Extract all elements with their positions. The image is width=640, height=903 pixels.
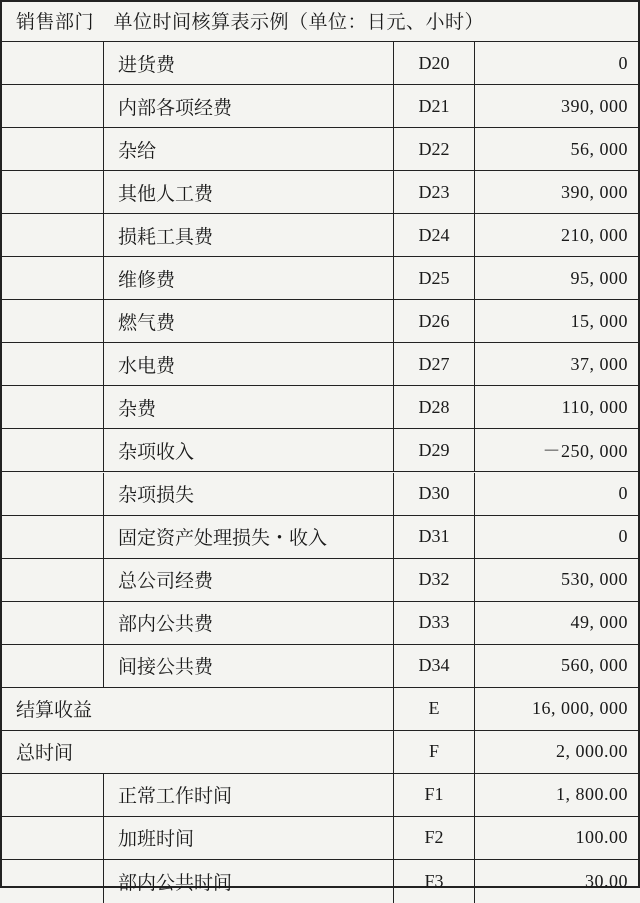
indent-cell — [2, 300, 103, 342]
row-label: 内部各项经费 — [103, 85, 393, 127]
row-value: 390, 000 — [474, 85, 638, 127]
row-code: D30 — [393, 473, 474, 515]
row-label: 正常工作时间 — [103, 774, 393, 816]
table-row — [2, 817, 638, 860]
row-label: 固定资产处理损失・收入 — [103, 516, 393, 558]
indent-cell — [2, 429, 103, 471]
indent-cell — [2, 645, 103, 687]
indent-cell — [2, 42, 103, 84]
row-label: 杂项收入 — [103, 429, 393, 471]
row-value: 210, 000 — [474, 214, 638, 256]
row-label: 部内公共费 — [103, 602, 393, 644]
row-value: 30.00 — [474, 860, 638, 903]
indent-cell — [2, 860, 103, 903]
row-code: D25 — [393, 257, 474, 299]
row-code: D28 — [393, 386, 474, 428]
row-code: E — [393, 688, 474, 730]
table-row — [2, 42, 638, 85]
row-code: D34 — [393, 645, 474, 687]
row-code: D32 — [393, 559, 474, 601]
row-label: 间接公共费 — [103, 645, 393, 687]
table-row — [2, 731, 638, 774]
row-value: 1, 800.00 — [474, 774, 638, 816]
row-value: 560, 000 — [474, 645, 638, 687]
table-row — [2, 473, 638, 516]
indent-cell — [2, 214, 103, 256]
row-label: 燃气费 — [103, 300, 393, 342]
row-code: D26 — [393, 300, 474, 342]
table-row — [2, 774, 638, 817]
row-value: 110, 000 — [474, 386, 638, 428]
row-code: F3 — [393, 860, 474, 903]
table-row — [2, 300, 638, 343]
table-row — [2, 85, 638, 128]
indent-cell — [2, 473, 103, 515]
indent-cell — [2, 602, 103, 644]
row-code: D31 — [393, 516, 474, 558]
table-row — [2, 214, 638, 257]
row-value: －250, 000 — [474, 429, 638, 471]
row-value: 530, 000 — [474, 559, 638, 601]
table-row — [2, 688, 638, 731]
row-value: 49, 000 — [474, 602, 638, 644]
table-row — [2, 602, 638, 645]
row-code: F — [393, 731, 474, 773]
table-row — [2, 386, 638, 429]
row-value: 0 — [474, 516, 638, 558]
row-label: 结算收益 — [16, 699, 93, 722]
row-code: D21 — [393, 85, 474, 127]
row-code: D22 — [393, 128, 474, 170]
table-title: 销售部门 单位时间核算表示例（单位：日元、小时） — [2, 2, 638, 42]
row-label: 杂费 — [103, 386, 393, 428]
row-value: 390, 000 — [474, 171, 638, 213]
row-label: 其他人工费 — [103, 171, 393, 213]
row-label: 损耗工具费 — [103, 214, 393, 256]
row-label: 进货费 — [103, 42, 393, 84]
row-label: 杂给 — [103, 128, 393, 170]
row-code: D29 — [393, 429, 474, 471]
indent-cell — [2, 257, 103, 299]
row-label: 维修费 — [103, 257, 393, 299]
row-value: 37, 000 — [474, 343, 638, 385]
table-row — [2, 343, 638, 386]
indent-cell — [2, 559, 103, 601]
indent-cell — [2, 128, 103, 170]
table-row — [2, 645, 638, 688]
row-code: F2 — [393, 817, 474, 859]
row-code: D20 — [393, 42, 474, 84]
row-value: 15, 000 — [474, 300, 638, 342]
row-value: 0 — [474, 42, 638, 84]
row-label: 总时间 — [16, 742, 74, 765]
row-code: D27 — [393, 343, 474, 385]
row-value: 56, 000 — [474, 128, 638, 170]
indent-cell — [2, 171, 103, 213]
indent-cell — [2, 774, 103, 816]
indent-cell — [2, 516, 103, 558]
row-value: 100.00 — [474, 817, 638, 859]
row-label: 水电费 — [103, 343, 393, 385]
table-row — [2, 429, 638, 472]
table-row — [2, 516, 638, 559]
indent-cell — [2, 85, 103, 127]
row-code: D23 — [393, 171, 474, 213]
row-label: 杂项损失 — [103, 473, 393, 515]
indent-cell — [2, 817, 103, 859]
table-row — [2, 559, 638, 602]
row-value: 0 — [474, 473, 638, 515]
row-value: 16, 000, 000 — [474, 688, 638, 730]
row-code: F1 — [393, 774, 474, 816]
row-label: 部内公共时间 — [103, 860, 393, 903]
indent-cell — [2, 386, 103, 428]
table-row — [2, 128, 638, 171]
table-row — [2, 257, 638, 300]
row-value: 2, 000.00 — [474, 731, 638, 773]
row-label: 总公司经费 — [103, 559, 393, 601]
row-label: 加班时间 — [103, 817, 393, 859]
row-code: D33 — [393, 602, 474, 644]
indent-cell — [2, 343, 103, 385]
row-value: 95, 000 — [474, 257, 638, 299]
row-code: D24 — [393, 214, 474, 256]
table-row — [2, 171, 638, 214]
table-row — [2, 860, 638, 903]
